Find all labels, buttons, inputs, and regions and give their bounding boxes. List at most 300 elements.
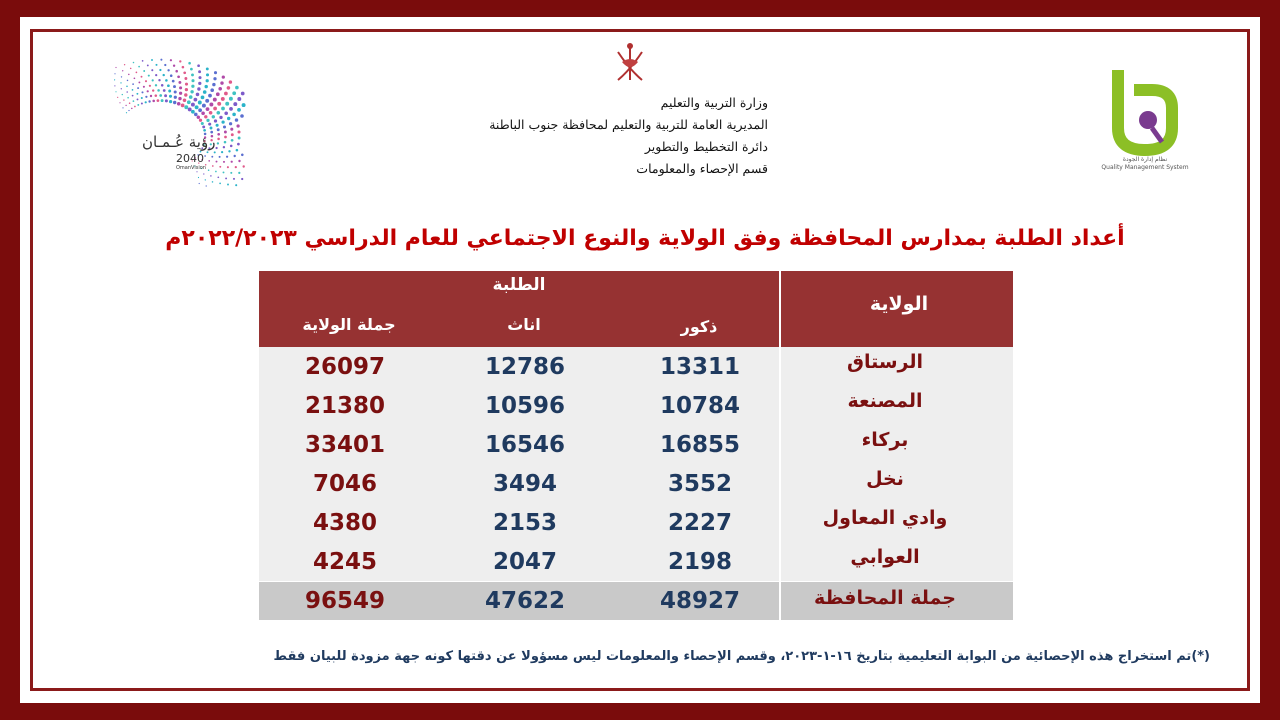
vision-dot xyxy=(223,146,225,148)
vision-logo-year: 2040 xyxy=(176,152,204,165)
vision-dot xyxy=(124,64,125,65)
vision-dot xyxy=(206,185,207,186)
vision-dot xyxy=(178,97,181,100)
vision-dot xyxy=(243,165,245,167)
vision-dot xyxy=(197,64,200,67)
vision-dot xyxy=(238,160,240,162)
vision-dot xyxy=(217,102,221,106)
vision-dot xyxy=(201,112,205,116)
vision-dot xyxy=(202,125,205,128)
vision-dot xyxy=(137,104,139,106)
vision-dot xyxy=(191,79,194,82)
vision-dot xyxy=(217,128,220,131)
vision-dot xyxy=(204,155,206,157)
vision-dot xyxy=(152,79,154,81)
vision-dot xyxy=(167,84,170,87)
vision-dot xyxy=(213,98,217,102)
vision-dot xyxy=(227,86,231,90)
vision-dot xyxy=(179,86,182,89)
header-male: ذكور xyxy=(680,317,718,336)
vision-dot xyxy=(132,83,134,85)
vision-dot xyxy=(138,81,140,83)
vision-dot xyxy=(224,136,227,139)
vision-dot xyxy=(152,89,154,91)
vision-dot xyxy=(159,94,162,97)
wilayat-name: بركاء xyxy=(861,429,909,451)
vision-dot xyxy=(164,64,166,66)
vision-dot xyxy=(236,149,239,152)
vision-dot xyxy=(201,122,204,125)
vision-dot xyxy=(219,116,222,119)
vision-dot xyxy=(223,125,226,128)
vision-dot xyxy=(202,104,206,108)
vision-dot xyxy=(195,105,199,109)
vision-dot xyxy=(141,102,143,104)
vision-dot xyxy=(212,115,215,118)
ministry-line: قسم الإحصاء والمعلومات xyxy=(636,161,768,176)
vision-dot xyxy=(215,147,217,149)
vision-dot xyxy=(198,177,199,178)
vision-dot xyxy=(194,113,198,117)
vision-dot xyxy=(227,184,229,186)
vision-dot xyxy=(131,108,133,110)
vision-dot xyxy=(230,145,233,148)
governorate-total-label: جملة المحافظة xyxy=(813,587,956,609)
vision-dot xyxy=(208,94,212,98)
vision-dot xyxy=(223,171,225,173)
qms-logo-english: Quality Management System xyxy=(1101,164,1189,171)
governorate-female-total: 47622 xyxy=(484,588,566,614)
vision-dot xyxy=(227,166,229,168)
vision-dot xyxy=(130,68,132,70)
vision-dot xyxy=(177,102,181,106)
vision-dot xyxy=(203,129,206,132)
vision-dot xyxy=(142,60,144,62)
vision-dot xyxy=(238,137,241,140)
vision-dot xyxy=(206,73,209,76)
vision-dot xyxy=(201,96,205,100)
vision-dot xyxy=(233,102,237,106)
ministry-header xyxy=(468,92,768,180)
ministry-line: المديرية العامة للتربية والتعليم لمحافظة جنوب الباطنة xyxy=(489,117,768,132)
wilayat-name: المصنعة xyxy=(847,390,923,412)
vision-dot xyxy=(167,69,169,71)
vision-dot xyxy=(214,119,217,122)
vision-dot xyxy=(165,99,168,102)
vision-dot xyxy=(221,97,225,101)
vision-dot xyxy=(208,160,210,162)
vision-dot xyxy=(206,119,209,122)
vision-dot xyxy=(145,96,147,98)
vision-dot xyxy=(178,81,181,84)
vision-dot xyxy=(237,97,241,101)
vision-dot xyxy=(217,142,219,144)
vision-dot xyxy=(191,85,194,88)
vision-dot xyxy=(204,115,207,118)
vision-dot xyxy=(222,75,225,78)
vision-dot xyxy=(183,71,186,74)
vision-dot xyxy=(175,70,178,73)
vision-dot xyxy=(216,92,220,96)
vision-dot xyxy=(209,103,213,107)
vision-dot xyxy=(230,172,232,174)
vision-dot xyxy=(125,105,126,106)
vision-dot xyxy=(155,64,157,66)
vision-dot xyxy=(212,83,215,86)
wilayat-total: 26097 xyxy=(304,354,386,380)
vision-dot xyxy=(235,184,237,186)
vision-dot xyxy=(212,165,214,167)
vision-dot xyxy=(190,90,193,93)
wilayat-name: العوابي xyxy=(850,546,920,568)
vision-dot xyxy=(126,86,128,88)
vision-dot xyxy=(141,91,143,93)
vision-dot xyxy=(163,89,166,92)
vision-dot xyxy=(203,173,204,174)
vision-dot xyxy=(115,67,116,68)
vision-dot xyxy=(151,59,153,61)
vision-dot xyxy=(217,138,220,141)
vision-dot xyxy=(173,85,176,88)
column-divider xyxy=(779,347,781,581)
vision-dot xyxy=(210,175,212,177)
vision-dot xyxy=(141,97,143,99)
male-count: 10784 xyxy=(659,393,741,419)
vision-dot xyxy=(169,100,172,103)
qms-logo-arabic: نظام إدارة الجودة xyxy=(1122,156,1168,163)
vision-dot xyxy=(232,91,236,95)
vision-dot xyxy=(196,93,200,97)
vision-dot xyxy=(126,91,128,93)
vision-dot xyxy=(225,177,227,179)
vision-dot xyxy=(230,128,233,131)
vision-dot xyxy=(164,94,167,97)
vision-dot xyxy=(207,151,209,153)
governorate-male-total: 48927 xyxy=(659,588,741,614)
vision-dot xyxy=(136,72,138,74)
vision-dot xyxy=(206,107,210,111)
vision-dot xyxy=(187,100,191,104)
vision-dot xyxy=(197,116,200,119)
footnote: (*)تم استخراج هذه الإحصائية من البوابة التعليمية بتاريخ ١٦-١-٢٠٢٣، وقسم الإحصاء والمعلومات ليس مسؤولا عن دقتها كونه جهة مزودة للبيان فقط xyxy=(273,649,1210,664)
female-count: 12786 xyxy=(484,354,566,380)
vision-dot xyxy=(191,103,195,107)
male-count: 2227 xyxy=(667,510,732,536)
qms-logo-text xyxy=(1090,156,1200,172)
female-count: 2047 xyxy=(492,549,557,575)
page-title: أعداد الطلبة بمدارس المحافظة وفق الولاية والنوع الاجتماعي للعام الدراسي ٢٠٢٢/٢٠٢٣م xyxy=(165,226,1125,251)
vision-dot xyxy=(185,88,188,91)
ministry-line: دائرة التخطيط والتطوير xyxy=(644,139,768,154)
vision-dot xyxy=(233,178,235,180)
vision-dot xyxy=(133,62,135,64)
vision-dot xyxy=(224,92,228,96)
vision-dot xyxy=(213,77,216,80)
vision-dot xyxy=(184,105,188,109)
vision-dot xyxy=(231,139,234,142)
vision-dot xyxy=(221,120,224,123)
vision-dot xyxy=(159,69,161,71)
vision-logo-latin: OmanVision xyxy=(176,165,206,171)
vision-dot xyxy=(170,74,173,77)
vision-dot xyxy=(238,172,240,174)
vision-dot xyxy=(127,97,129,99)
vision-dot xyxy=(155,74,157,76)
vision-dot xyxy=(147,64,149,66)
vision-dot xyxy=(158,79,160,81)
vision-dot xyxy=(221,107,225,111)
vision-dot xyxy=(170,59,172,61)
vision-dot xyxy=(217,133,220,136)
vision-dot xyxy=(173,65,175,67)
vision-dot xyxy=(157,89,160,92)
vision-dot xyxy=(234,155,236,157)
wilayat-total: 7046 xyxy=(312,471,377,497)
vision-dot xyxy=(205,179,206,180)
vision-dot xyxy=(150,95,152,97)
vision-dot xyxy=(236,124,239,127)
vision-dot xyxy=(132,95,134,97)
vision-dot xyxy=(190,68,193,71)
vision-dot xyxy=(123,99,124,100)
vision-dot xyxy=(229,97,233,101)
vision-dot xyxy=(235,166,237,168)
vision-dot xyxy=(122,94,123,95)
male-count: 13311 xyxy=(659,354,741,380)
vision-dot xyxy=(114,79,115,80)
header-female: اناث xyxy=(507,315,541,334)
vision-dot xyxy=(220,81,223,84)
vision-dot xyxy=(208,123,211,126)
vision-dot xyxy=(212,181,214,183)
wilayat-total: 33401 xyxy=(304,432,386,458)
header-students: الطلبة xyxy=(492,275,546,295)
vision-dot xyxy=(165,79,168,82)
vision-dot xyxy=(224,131,227,134)
vision-dot xyxy=(133,100,135,102)
vision-dot xyxy=(141,76,143,78)
vision-dot xyxy=(138,66,140,68)
vision-dot xyxy=(219,166,221,168)
wilayat-total: 4380 xyxy=(312,510,377,536)
vision-dot xyxy=(232,113,236,117)
vision-dot xyxy=(122,70,123,71)
vision-dot xyxy=(213,107,217,111)
female-count: 10596 xyxy=(484,393,566,419)
vision-dot xyxy=(205,85,208,88)
vision-dot xyxy=(210,88,214,92)
vision-dot xyxy=(217,176,219,178)
ministry-line: وزارة التربية والتعليم xyxy=(660,95,768,110)
vision-dot xyxy=(181,104,185,108)
vision-dot xyxy=(229,122,232,125)
vision-dot xyxy=(126,112,127,113)
vision-dot xyxy=(211,156,213,158)
vision-dot xyxy=(223,161,225,163)
wilayat-name: وادي المعاول xyxy=(822,507,948,529)
vision-dot xyxy=(157,99,160,102)
male-count: 3552 xyxy=(667,471,732,497)
female-count: 16546 xyxy=(484,432,566,458)
vision-dot xyxy=(127,80,129,82)
wilayat-total: 21380 xyxy=(304,393,386,419)
oman-vision-2040-logo xyxy=(36,38,246,188)
vision-dot xyxy=(237,143,240,146)
vision-dot xyxy=(241,154,244,157)
vision-dot xyxy=(191,110,195,114)
vision-dot xyxy=(235,118,238,121)
vision-dot xyxy=(168,90,171,93)
vision-dot xyxy=(121,88,122,89)
vision-dot xyxy=(226,156,228,158)
vision-dot xyxy=(198,76,201,79)
vision-dot xyxy=(145,101,147,103)
wilayat-name: نخل xyxy=(866,468,904,490)
vision-dot xyxy=(179,92,182,95)
vision-dot xyxy=(240,114,244,118)
vision-dot xyxy=(231,161,233,163)
vision-dot xyxy=(149,85,151,87)
vision-dot xyxy=(179,60,181,62)
vision-dot xyxy=(216,124,219,127)
vision-dot xyxy=(242,103,246,107)
vision-dot xyxy=(219,156,221,158)
header-wilayat: الولاية xyxy=(869,293,929,315)
vision-dot xyxy=(194,98,198,102)
vision-dot xyxy=(199,119,202,122)
vision-dot xyxy=(188,107,192,111)
wilayat-total: 4245 xyxy=(312,549,377,575)
vision-dot xyxy=(229,107,233,111)
vision-dot xyxy=(163,74,165,76)
vision-dot xyxy=(227,117,230,120)
vision-dot xyxy=(134,106,136,108)
vision-dot xyxy=(237,108,241,112)
vision-dot xyxy=(151,69,153,71)
vision-dot xyxy=(143,70,145,72)
vision-dot xyxy=(169,95,172,98)
vision-dot xyxy=(191,73,194,76)
vision-dot xyxy=(160,59,162,61)
vision-dot xyxy=(137,98,139,100)
vision-dot xyxy=(215,171,217,173)
vision-dot xyxy=(185,83,188,86)
vision-dot xyxy=(228,150,230,152)
vision-dot xyxy=(241,178,243,180)
vision-dot xyxy=(198,101,202,105)
vision-dot xyxy=(188,62,191,65)
vision-dot xyxy=(229,80,232,83)
vision-dot xyxy=(182,66,185,69)
male-count: 2198 xyxy=(667,549,732,575)
vision-dot xyxy=(218,87,222,91)
vision-dot xyxy=(219,183,221,185)
vision-dot xyxy=(161,84,164,87)
vision-dot xyxy=(145,80,147,82)
vision-dot xyxy=(183,99,187,103)
vision-dot xyxy=(128,110,129,111)
vision-dot xyxy=(122,107,123,108)
vision-dot xyxy=(196,171,197,172)
vision-dot xyxy=(177,75,180,78)
vision-dot xyxy=(208,169,210,171)
vision-logo-arabic: رؤية عُـمـان xyxy=(142,133,216,151)
vision-dot xyxy=(214,71,217,74)
vision-dot xyxy=(174,96,177,99)
vision-dot xyxy=(132,89,134,91)
vision-dot xyxy=(114,85,115,86)
vision-dot xyxy=(209,111,213,115)
vision-dot xyxy=(217,111,221,115)
vision-dot xyxy=(184,93,187,96)
vision-dot xyxy=(206,79,209,82)
governorate-grand-total: 96549 xyxy=(304,588,386,614)
vision-dot xyxy=(136,93,138,95)
female-count: 3494 xyxy=(492,471,557,497)
vision-dot xyxy=(148,75,150,77)
column-divider xyxy=(779,271,781,347)
vision-dot xyxy=(221,151,223,153)
vision-dot xyxy=(119,102,120,103)
table-header xyxy=(259,271,1013,347)
vision-dot xyxy=(152,100,155,103)
vision-dot xyxy=(173,101,176,104)
header-total: جملة الولاية xyxy=(302,315,396,334)
vision-dot xyxy=(128,74,130,76)
vision-dot xyxy=(203,90,207,94)
vision-dot xyxy=(115,91,116,92)
vision-dot xyxy=(210,127,213,130)
vision-dot xyxy=(235,86,239,90)
vision-dot xyxy=(214,151,216,153)
vision-dot xyxy=(206,67,209,70)
vision-dot xyxy=(155,84,157,86)
vision-dot xyxy=(134,77,136,79)
vision-dot xyxy=(155,94,158,97)
vision-dot xyxy=(189,95,193,99)
vision-dot xyxy=(143,86,145,88)
male-count: 16855 xyxy=(659,432,741,458)
vision-dot xyxy=(231,133,234,136)
national-emblem-icon xyxy=(612,40,648,84)
vision-dot xyxy=(225,102,229,106)
vision-dot xyxy=(198,108,202,112)
vision-dot xyxy=(172,80,175,83)
vision-dot xyxy=(184,77,187,80)
vision-dot xyxy=(117,97,118,98)
vision-dot xyxy=(216,161,218,163)
vision-dot xyxy=(114,73,115,74)
vision-dot xyxy=(161,99,164,102)
vision-dot xyxy=(147,90,149,92)
vision-dot xyxy=(121,76,122,77)
wilayat-name: الرستاق xyxy=(846,351,924,373)
vision-dot xyxy=(224,112,228,116)
column-divider xyxy=(779,582,781,620)
vision-dot xyxy=(198,82,201,85)
vision-dot xyxy=(241,92,245,96)
vision-dot xyxy=(197,87,200,90)
vision-dot xyxy=(199,183,200,184)
vision-dot xyxy=(224,141,227,144)
vision-dot xyxy=(174,90,177,93)
vision-dot xyxy=(237,130,240,133)
female-count: 2153 xyxy=(492,510,557,536)
vision-dot xyxy=(148,100,150,102)
vision-dot xyxy=(129,102,131,104)
vision-dot xyxy=(137,87,139,89)
vision-dot xyxy=(205,99,209,103)
